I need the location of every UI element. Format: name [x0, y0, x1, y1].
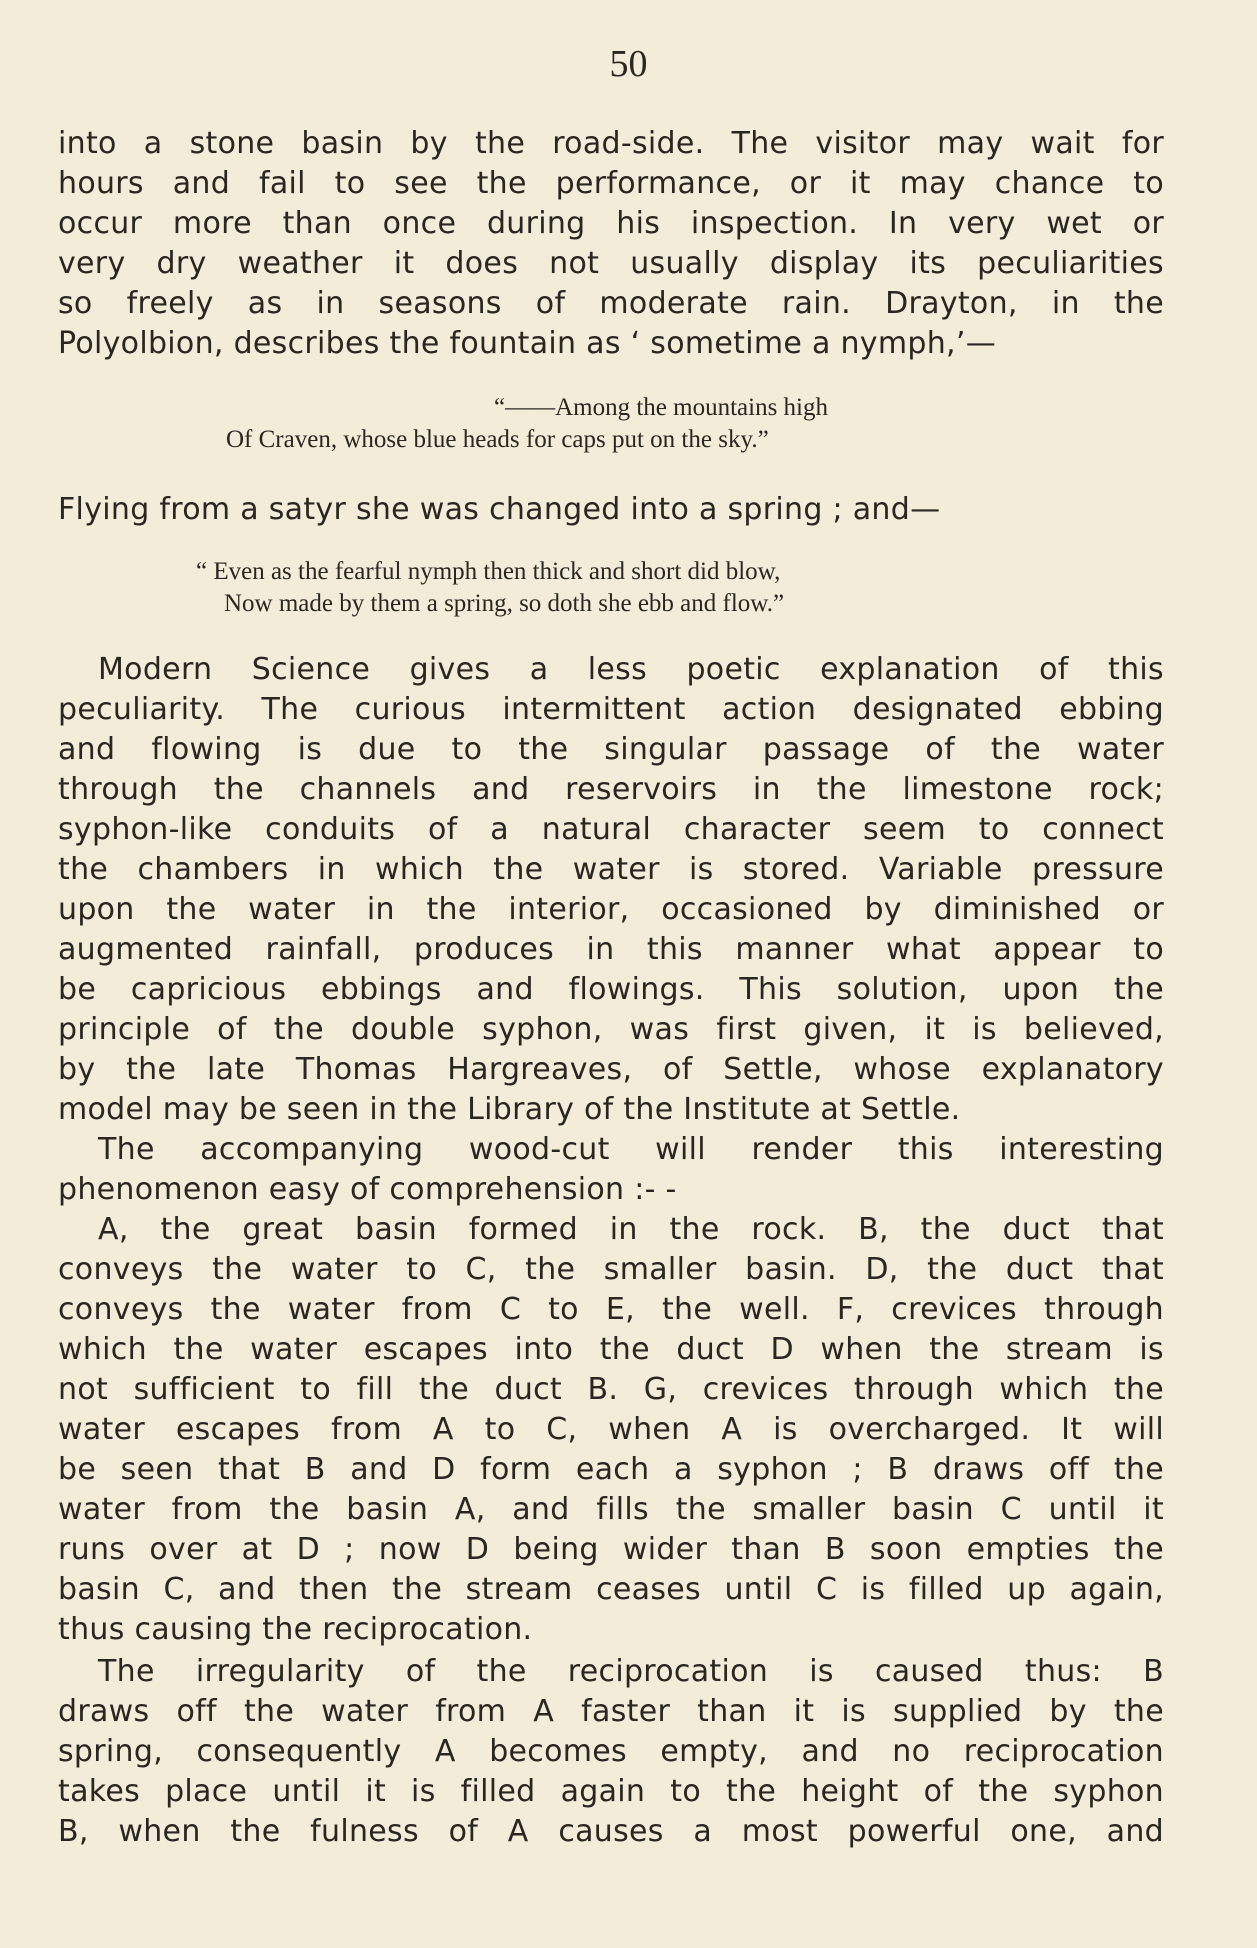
text-line: conveys the water to C, the smaller basin. D, the duct that — [58, 1252, 1164, 1287]
text-line: thus causing the reciprocation. — [58, 1612, 533, 1647]
verse-quote-1 — [226, 392, 828, 456]
text-line: the chambers in which the water is stored. Variable pressure — [58, 852, 1164, 887]
text-line: which the water escapes into the duct D when the stream is — [58, 1332, 1164, 1367]
verse-quote-2 — [196, 556, 784, 620]
text-line: very dry weather it does not usually display its peculiarities — [58, 246, 1164, 281]
text-line: Modern Science gives a less poetic explanation of this — [98, 652, 1164, 687]
paragraph-3 — [58, 1130, 1164, 1210]
text-line: through the channels and reservoirs in the limestone rock; — [58, 772, 1164, 807]
paragraph-2 — [58, 650, 1164, 1130]
text-line: syphon-like conduits of a natural character seem to connect — [58, 812, 1164, 847]
verse-line: Now made by them a spring, so doth she ebb and flow.” — [224, 590, 785, 617]
text-line: model may be seen in the Library of the Institute at Settle. — [58, 1092, 961, 1127]
text-line: takes place until it is filled again to the height of the syphon — [58, 1774, 1164, 1809]
text-line: The irregularity of the reciprocation is caused thus: B — [98, 1654, 1164, 1689]
text-line: not sufficient to fill the duct B. G, crevices through which the — [58, 1372, 1164, 1407]
text-line: so freely as in seasons of moderate rain. Drayton, in the — [58, 286, 1164, 321]
text-line: water escapes from A to C, when A is overcharged. It will — [58, 1412, 1164, 1447]
text-line: conveys the water from C to E, the well. F, crevices through — [58, 1292, 1164, 1327]
text-line: hours and fail to see the performance, or it may chance to — [58, 166, 1164, 201]
page-number: 50 — [609, 43, 648, 85]
verse-line: “——Among the mountains high — [494, 394, 828, 421]
text-line: The accompanying wood-cut will render this interesting — [98, 1132, 1164, 1167]
text-line: runs over at D ; now D being wider than B soon empties the — [58, 1532, 1164, 1567]
text-line: basin C, and then the stream ceases until C is filled up again, — [58, 1572, 1164, 1607]
text-line: augmented rainfall, produces in this manner what appear to — [58, 932, 1164, 967]
verse-line: Of Craven, whose blue heads for caps put on the sky.” — [226, 426, 769, 453]
text-line: into a stone basin by the road-side. The visitor may wait for — [58, 126, 1164, 161]
paragraph-5 — [58, 1652, 1164, 1852]
text-line: A, the great basin formed in the rock. B, the duct that — [98, 1212, 1164, 1247]
text-line: B, when the fulness of A causes a most powerful one, and — [58, 1814, 1164, 1849]
text-line: principle of the double syphon, was first given, it is believed, — [58, 1012, 1164, 1047]
text-line: be seen that B and D form each a syphon ; B draws off the — [58, 1452, 1164, 1487]
paragraph-4 — [58, 1210, 1164, 1650]
flying-line — [58, 490, 1164, 530]
text-line: upon the water in the interior, occasioned by diminished or — [58, 892, 1164, 927]
text-line: Polyolbion, describes the fountain as ‘ sometime a nymph,’— — [58, 326, 997, 361]
verse-line: “ Even as the fearful nymph then thick and short did blow, — [196, 558, 781, 585]
text-line: peculiarity. The curious intermittent action designated ebbing — [58, 692, 1164, 727]
text-line: water from the basin A, and fills the smaller basin C until it — [58, 1492, 1164, 1527]
text-line: spring, consequently A becomes empty, and no reciprocation — [58, 1734, 1164, 1769]
text-line: by the late Thomas Hargreaves, of Settle, whose explanatory — [58, 1052, 1164, 1087]
text-line: phenomenon easy of comprehension :- - — [58, 1172, 677, 1207]
text-line: be capricious ebbings and flowings. This solution, upon the — [58, 972, 1164, 1007]
text-line: and flowing is due to the singular passage of the water — [58, 732, 1164, 767]
paragraph-1 — [58, 124, 1164, 364]
text-line: Flying from a satyr she was changed into a spring ; and— — [58, 492, 941, 527]
text-line: draws off the water from A faster than it is supplied by the — [58, 1694, 1164, 1729]
text-line: occur more than once during his inspection. In very wet or — [58, 206, 1164, 241]
